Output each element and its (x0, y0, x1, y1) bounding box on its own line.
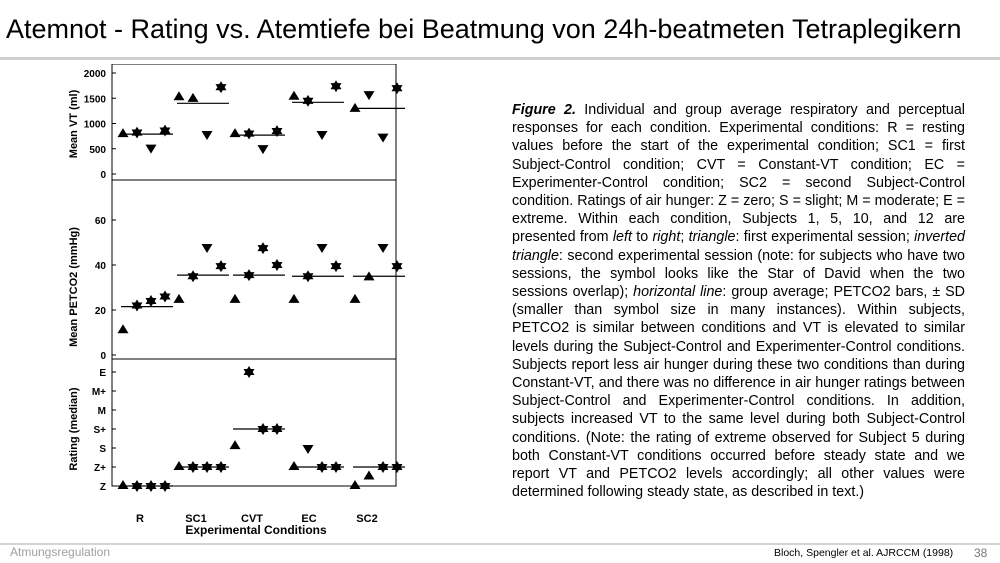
title-divider (0, 57, 1000, 60)
footer-divider (0, 543, 1000, 545)
data-point (118, 480, 129, 489)
data-point (244, 128, 255, 140)
y-tick-label: 0 (100, 351, 106, 362)
data-point (118, 324, 129, 333)
data-point (160, 291, 171, 303)
caption-left: left (612, 229, 632, 246)
caption-horizontal-line: horizontal line (633, 284, 723, 301)
x-category-label: CVT (241, 513, 263, 525)
data-point (317, 244, 328, 253)
y-tick-label: 60 (94, 216, 106, 227)
data-point (364, 91, 375, 100)
y-tick-label: 1000 (83, 119, 106, 131)
data-point (303, 95, 314, 107)
data-point (331, 260, 342, 272)
footer-citation: Bloch, Spengler et al. AJRCCM (1998) (774, 547, 954, 559)
page-number: 38 (974, 546, 988, 560)
figure-label: Figure 2. (512, 102, 576, 118)
x-category-label: R (136, 513, 144, 525)
y-tick-label: E (99, 368, 106, 379)
caption-right: right (652, 229, 681, 246)
data-point (364, 471, 375, 480)
data-point (174, 91, 185, 100)
y-tick-label: 20 (94, 306, 106, 317)
y-tick-label: S (99, 444, 106, 455)
data-point (160, 125, 171, 137)
y-axis-label: Mean PETCO2 (mmHg) (68, 227, 80, 347)
caption-part-4: : first experimental session; (735, 229, 915, 246)
data-point (392, 260, 403, 272)
footer-section-label: Atmungsregulation (10, 545, 111, 559)
y-tick-label: 1500 (83, 94, 106, 106)
caption-part-3: ; (680, 229, 689, 246)
y-tick-label: Z (99, 482, 106, 493)
x-category-label: EC (301, 513, 317, 525)
data-point (174, 294, 185, 303)
data-point (289, 294, 300, 303)
slide-title: Atemnot - Rating vs. Atemtiefe bei Beatmung von 24h-beatmeten Tetraplegikern (6, 14, 962, 44)
data-point (392, 82, 403, 94)
data-point (350, 294, 361, 303)
data-point (202, 244, 213, 253)
data-point (118, 128, 129, 137)
x-category-label: SC1 (185, 513, 207, 525)
y-tick-label: 40 (94, 261, 106, 272)
data-point (350, 480, 361, 489)
caption-triangle: triangle (688, 229, 736, 246)
data-point (216, 260, 227, 272)
data-point (230, 440, 241, 449)
y-tick-label: 2000 (83, 69, 106, 80)
data-point (350, 103, 361, 112)
data-point (230, 294, 241, 303)
y-tick-label: M+ (91, 387, 106, 398)
x-axis-title: Experimental Conditions (185, 523, 327, 537)
data-point (378, 244, 389, 253)
figure-2-chart (64, 64, 494, 542)
data-point (132, 127, 143, 139)
data-point (188, 93, 199, 102)
data-point (174, 461, 185, 470)
data-point (216, 81, 227, 93)
caption-part-5: : second experimental session (note: for subjects who have two sessions, the symbol looks like the Star of David when the two sessions overlap); (512, 247, 965, 301)
caption-inverted-triangle: inverted triangle (512, 229, 965, 264)
data-point (272, 259, 283, 271)
y-tick-label: 500 (89, 144, 106, 156)
data-point (230, 128, 241, 137)
caption-part-2: to (631, 229, 653, 246)
data-point (378, 134, 389, 143)
y-tick-label: Z+ (94, 463, 106, 474)
data-point (289, 461, 300, 470)
data-point (317, 131, 328, 140)
data-point (202, 131, 213, 140)
data-point (146, 295, 157, 307)
data-point (258, 145, 269, 154)
x-category-label: SC2 (356, 513, 378, 525)
y-tick-label: S+ (93, 425, 106, 436)
data-point (289, 91, 300, 100)
data-point (188, 270, 199, 282)
caption-part-6: : group average; PETCO2 bars, ± SD (smaller than symbol size in many instances). Within subjects, PETCO2 is similar between conditions and VT is elevated to similar levels during the Subject-Control and Experimenter-Control conditions. Subjects report less air hunger during these two conditions than during Constant-VT, and there was no difference in air hunger ratings between Subject-Control and Experimenter-Control conditions. In addition, subjects increased VT to the same level during both Subject-Control conditions. (Note: the rating of extreme observed for Subject 5 during both Constant-VT conditions occurred before steady state and we report VT and PETCO2 levels accordingly; all other values were determined following steady state, as described in text.) (512, 284, 966, 501)
y-axis-label: Rating (median) (68, 387, 80, 471)
data-point (303, 445, 314, 454)
caption-part-1: Individual and group average respiratory and perceptual responses for each condition. Experimental conditions: R = resting values before the start of the experimental condition; SC1 = first Subject-Control condition; CVT = Constant-VT condition; EC = Experimenter-Control condition; SC2 = second Subject-Control condition. Ratings of air hunger: Z = zero; S = slight; M = moderate; E = extreme. Within each condition, Subjects 1, 5, 10, and 12 are presented from (512, 102, 965, 246)
y-tick-label: M (97, 406, 106, 417)
data-point (146, 145, 157, 154)
data-point (244, 366, 255, 378)
data-point (258, 242, 269, 254)
y-tick-label: 0 (100, 170, 106, 181)
y-axis-label: Mean VT (ml) (68, 89, 80, 159)
data-point (132, 300, 143, 312)
figure-caption (512, 101, 965, 501)
data-point (331, 80, 342, 92)
